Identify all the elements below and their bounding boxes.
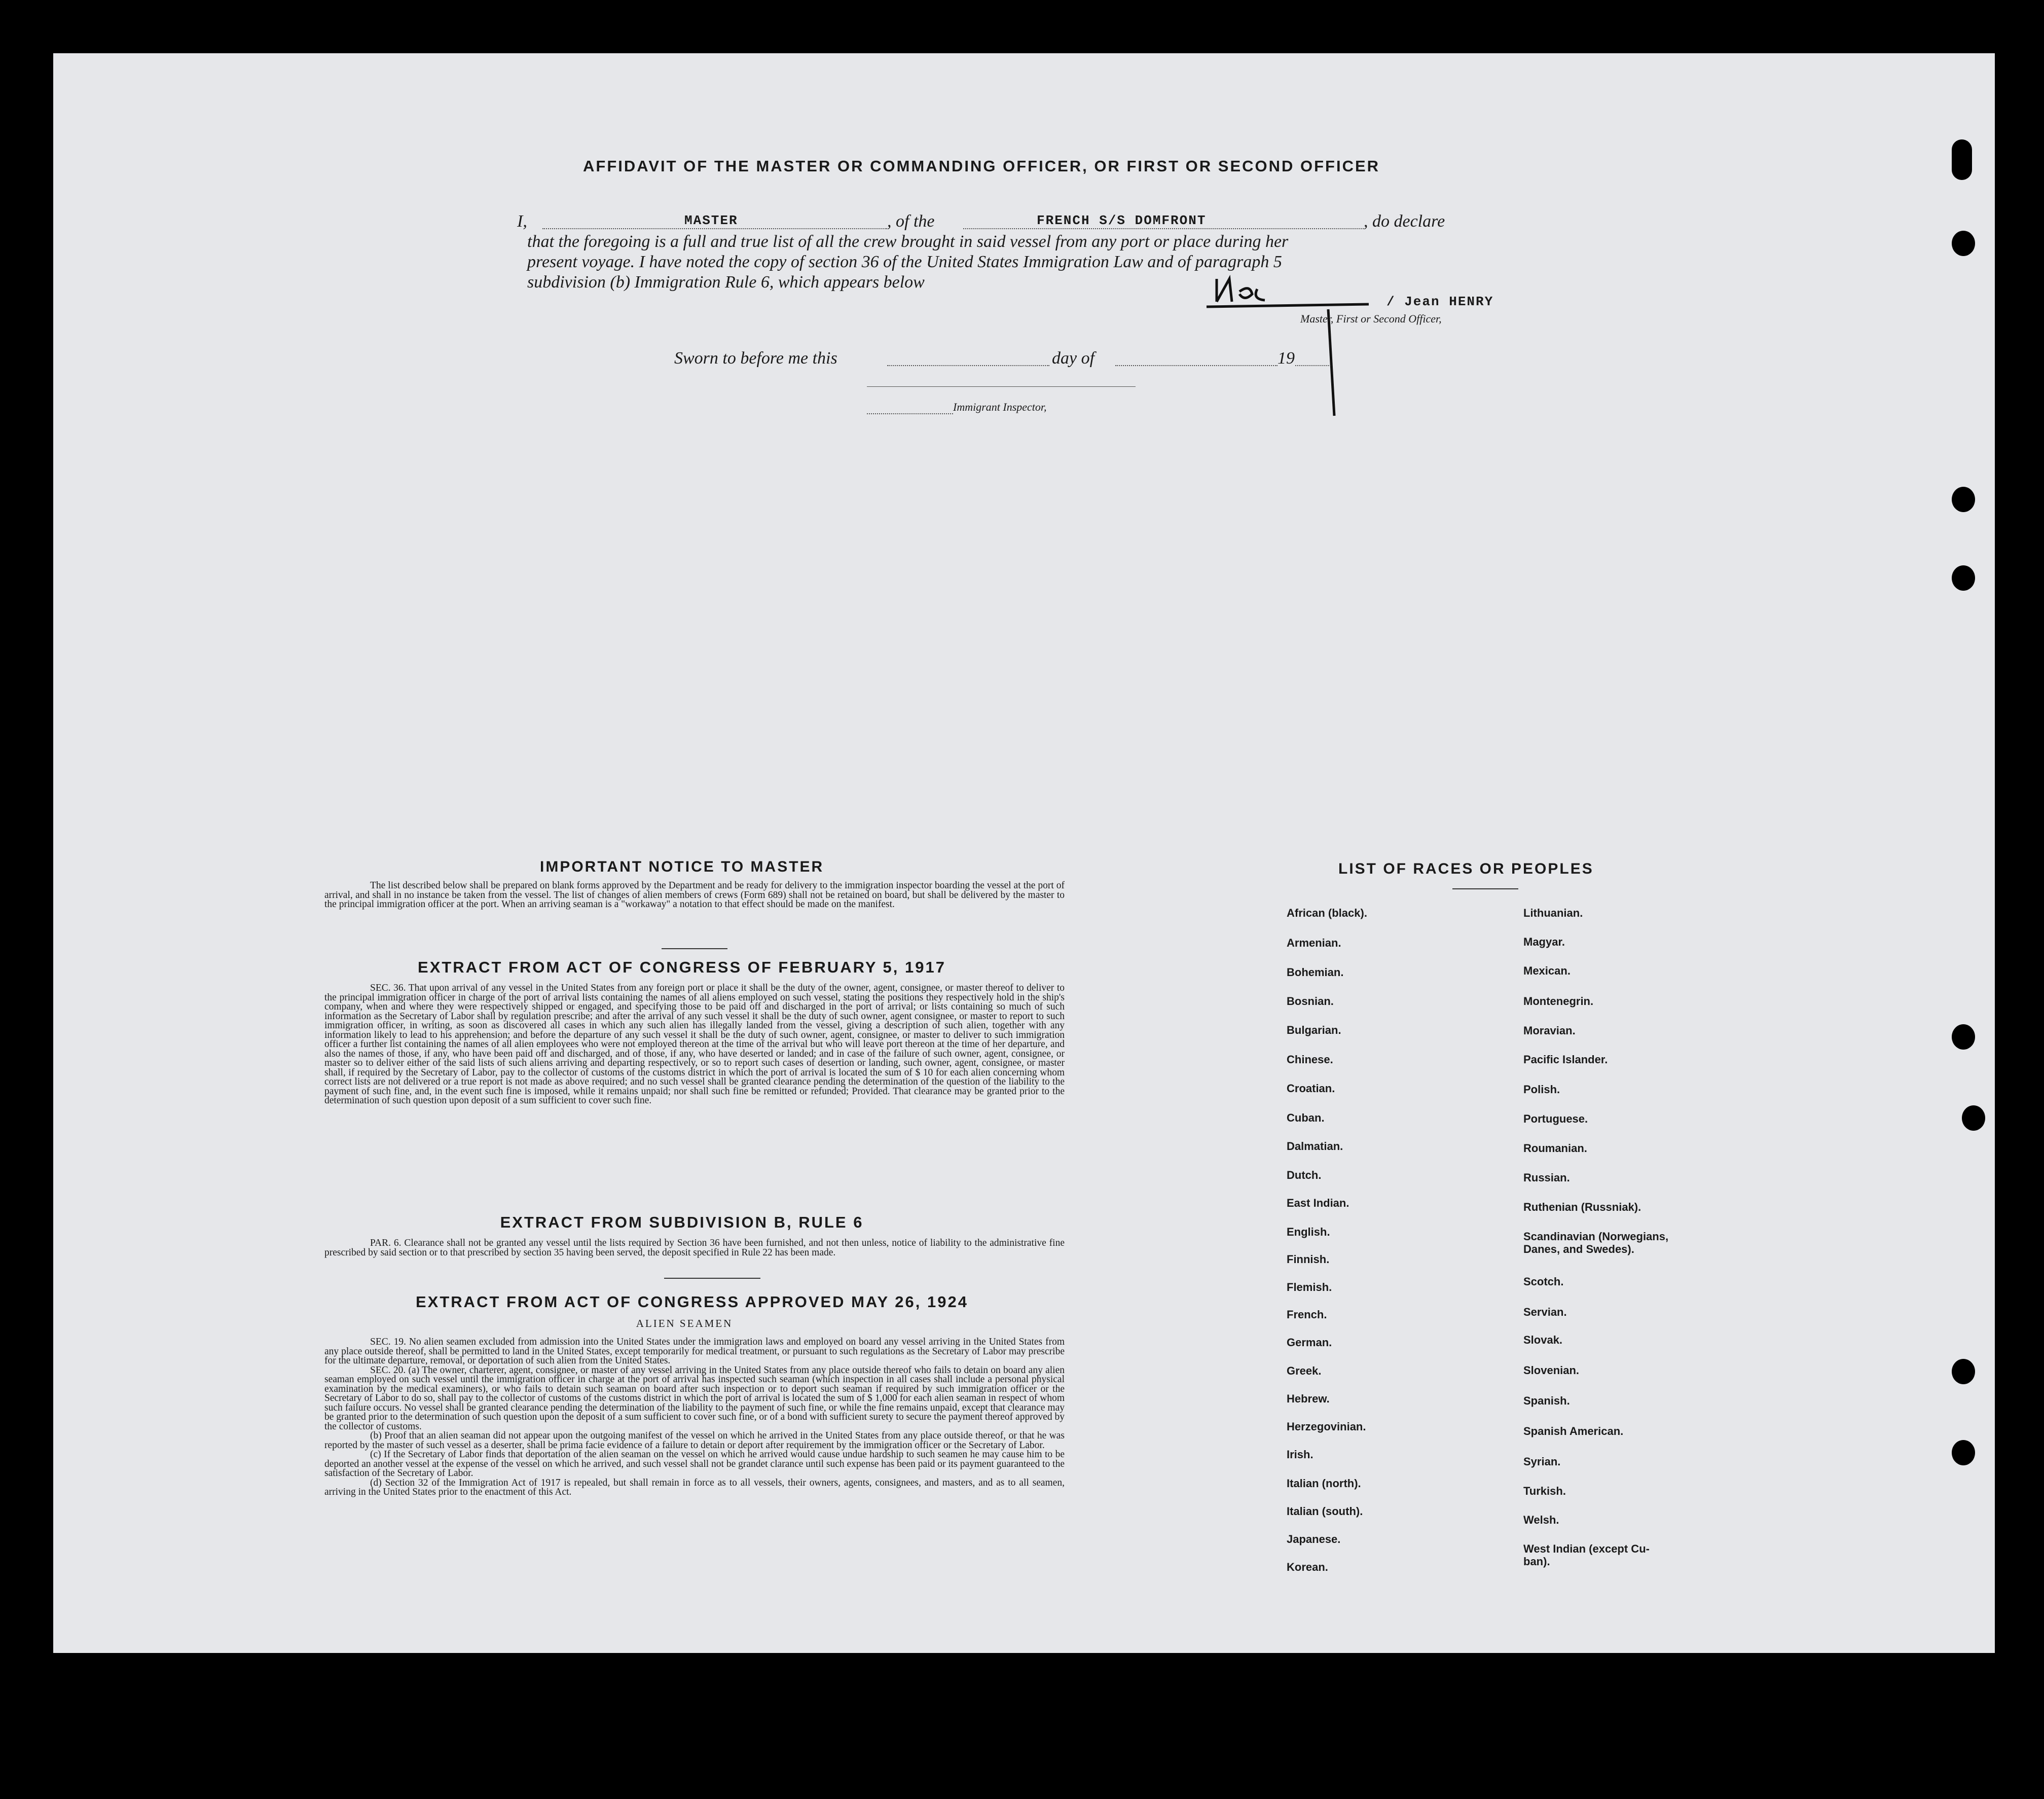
extract3-subtitle: ALIEN SEAMEN <box>636 1317 733 1329</box>
race-item: Spanish American. <box>1523 1425 1624 1437</box>
race-item: Danes, and Swedes). <box>1523 1243 1634 1255</box>
vessel-value: FRENCH S/S DOMFRONT <box>1037 213 1207 228</box>
race-item: Armenian. <box>1287 937 1341 949</box>
sworn-year-line <box>1295 365 1331 366</box>
extract3-sec20a: SEC. 20. (a) The owner, charterer, agent, consignee, or master of any vessel arriving in the United States from any place outside thereof who fails to detain on board any alien seaman employed on such vessel until the immigration officer in charge at the port of arrival has inspected such seaman (which inspection in all cases shall include a personal physical examination by the medical examiners), or who fails to detain such seaman on board after such inspection or to deport such seaman if required by such immigration officer or the Secretary of Labor to do so, shall pay to the collector of customs of the customs district in which the port of arrival is located the sum of $ 1,000 for each alien seaman in respect of whom such failure occurs. No vessel shall be granted clearance pending the determination of the liability to the payment of such fine, or while the fine remains unpaid, except that clearance may be granted prior to the determination of such question upon the deposit of a sum sufficient to cover such fine, or of a bond with sufficient surety to secure the payment thereof approved by the collector of customs. <box>324 1364 1065 1432</box>
race-item: Magyar. <box>1523 936 1565 948</box>
notice-text <box>324 881 1065 910</box>
race-item: Chinese. <box>1287 1053 1333 1066</box>
race-item: Spanish. <box>1523 1394 1570 1407</box>
extract2-text <box>324 1239 1065 1257</box>
race-item: Croatian. <box>1287 1082 1335 1095</box>
divider <box>664 1278 760 1279</box>
race-item: Syrian. <box>1523 1455 1561 1468</box>
race-item: Roumanian. <box>1523 1142 1587 1155</box>
binder-hole <box>1952 1359 1975 1384</box>
race-item: Slovak. <box>1523 1334 1563 1346</box>
race-item: Herzegovinian. <box>1287 1420 1366 1433</box>
race-item: African (black). <box>1287 907 1367 919</box>
race-item: German. <box>1287 1336 1332 1349</box>
sworn-day-line <box>887 365 1049 366</box>
inspector-line <box>867 413 953 414</box>
binder-hole <box>1952 487 1975 512</box>
inspector-label: Immigrant Inspector, <box>953 401 1047 413</box>
race-item: Lithuanian. <box>1523 907 1583 919</box>
race-item: English. <box>1287 1226 1330 1238</box>
signer-role: Master, First or Second Officer, <box>1300 312 1442 325</box>
clip-mark <box>1952 139 1972 180</box>
sworn-label: Sworn to before me this <box>674 349 837 368</box>
affidavit-line4: subdivision (b) Immigration Rule 6, which appears below <box>527 273 925 292</box>
race-item: Servian. <box>1523 1306 1567 1318</box>
race-item: Slovenian. <box>1523 1364 1580 1377</box>
binder-hole <box>1952 565 1975 591</box>
race-item: Turkish. <box>1523 1485 1566 1497</box>
affidavit-title: AFFIDAVIT OF THE MASTER OR COMMANDING OFFICER, OR FIRST OR SECOND OFFICER <box>583 157 1380 175</box>
race-item: Italian (north). <box>1287 1477 1361 1490</box>
binder-hole <box>1962 1105 1985 1131</box>
extract2-title: EXTRACT FROM SUBDIVISION B, RULE 6 <box>500 1213 864 1231</box>
do-declare-label: , do declare <box>1364 212 1445 231</box>
extract1-title: EXTRACT FROM ACT OF CONGRESS OF FEBRUARY 5, 1917 <box>418 958 946 976</box>
affidavit-line2: that the foregoing is a full and true list of all the crew brought in said vessel from any port or place during her <box>527 232 1289 251</box>
race-item: Bulgarian. <box>1287 1024 1341 1036</box>
i-label: I, <box>517 212 527 231</box>
race-item: Polish. <box>1523 1083 1560 1096</box>
extract3-sec20c: (c) If the Secretary of Labor finds that deportation of the alien seaman on the vessel on which he arrived would cause undue hardship to such seamen he may cause him to be deported an another vessel at the expense of the vessel on which he arrived, and such vessel shall not be grandet clarance until such expense has been paid or its payment guaranteed to the satisfaction of the Secretary of Labor. <box>324 1449 1065 1479</box>
inspector-sign-line <box>867 386 1136 387</box>
divider <box>662 948 727 949</box>
race-item: Cuban. <box>1287 1111 1325 1124</box>
extract3-title: EXTRACT FROM ACT OF CONGRESS APPROVED MAY 26, 1924 <box>416 1293 968 1311</box>
signature <box>1201 264 1384 421</box>
sworn-month-line <box>1115 365 1278 366</box>
race-item: Russian. <box>1523 1171 1570 1184</box>
binder-hole <box>1952 1024 1975 1050</box>
notice-paragraph: The list described below shall be prepared on blank forms approved by the Department and be ready for delivery to the immigration inspector boarding the vessel at the port of arrival, and shall in no instance be taken from the vessel. The list of changes of alien members of crews (Form 689) shall not be retained on board, but shall be delivered by the master to the principal immigration officer at the port. When an arriving seaman is a "workaway" a notation to that effect should be made on the manifest. <box>324 880 1065 910</box>
binder-hole <box>1952 231 1975 256</box>
race-item: French. <box>1287 1308 1327 1321</box>
race-item: Mexican. <box>1523 964 1571 977</box>
race-item: West Indian (except Cu- <box>1523 1542 1650 1555</box>
race-item: Japanese. <box>1287 1533 1341 1545</box>
race-item: Dutch. <box>1287 1169 1322 1181</box>
race-item: Korean. <box>1287 1561 1328 1573</box>
extract2-paragraph: PAR. 6. Clearance shall not be granted any vessel until the lists required by Section 36 have been furnished, and not then unless, notice of liability to the administrative fine prescribed by said section or to that prescribed by section 35 having been served, the deposit specified in Rule 22 has been made. <box>324 1238 1065 1258</box>
binder-hole <box>1952 1440 1975 1465</box>
race-item: Portuguese. <box>1523 1112 1588 1125</box>
master-value: MASTER <box>684 213 738 228</box>
master-line <box>542 228 887 229</box>
race-item: Finnish. <box>1287 1253 1330 1266</box>
day-of-label: day of <box>1052 349 1095 368</box>
race-item: Hebrew. <box>1287 1392 1330 1405</box>
extract3-sec19: SEC. 19. No alien seamen excluded from admission into the United States under the immigration laws and employed on board any vessel arriving in the United States from any place outside thereof, shall be permitted to land in the United States, except temporarily for medical treatment, or pursuant to such regulations as the Secretary of Labor may prescribe for the ultimate departure, removal, or deportation of such alien from the United States. <box>324 1337 1065 1366</box>
race-item: Moravian. <box>1523 1024 1576 1037</box>
vessel-line <box>963 228 1364 229</box>
race-item: Montenegrin. <box>1523 995 1594 1008</box>
extract1-text <box>324 984 1065 1106</box>
race-item: ban). <box>1523 1555 1550 1568</box>
signer-name: / Jean HENRY <box>1386 294 1494 309</box>
race-item: Bosnian. <box>1287 995 1334 1008</box>
affidavit-line3: present voyage. I have noted the copy of section 36 of the United States Immigration Law and of paragraph 5 <box>527 253 1282 271</box>
race-item: Welsh. <box>1523 1514 1559 1526</box>
year-prefix: 19 <box>1278 349 1295 368</box>
extract3-text <box>324 1338 1065 1497</box>
race-item: Flemish. <box>1287 1281 1332 1293</box>
race-item: Scandinavian (Norwegians, <box>1523 1230 1669 1243</box>
race-item: Scotch. <box>1523 1275 1564 1288</box>
races-title: LIST OF RACES OR PEOPLES <box>1338 860 1594 877</box>
extract3-sec20d: (d) Section 32 of the Immigration Act of 1917 is repealed, but shall remain in force as to all vessels, their owners, agents, consignees, and masters, and as to all seamen, arriving in the United States prior to the enactment of this Act. <box>324 1477 1065 1497</box>
of-the-label: , of the <box>887 212 935 231</box>
extract3-sec20b: (b) Proof that an alien seaman did not appear upon the outgoing manifest of the vessel on which he arrived in the United States from any place outside thereof, or that he was reported by the master of such vessel as a deserter, shall be prima facie evidence of a failure to detain or deport after requirement by the immigration officer or the Secretary of Labor. <box>324 1430 1065 1451</box>
race-item: Dalmatian. <box>1287 1140 1343 1153</box>
race-item: East Indian. <box>1287 1197 1349 1209</box>
race-item: Italian (south). <box>1287 1505 1363 1518</box>
race-item: Greek. <box>1287 1364 1322 1377</box>
notice-title: IMPORTANT NOTICE TO MASTER <box>540 858 824 875</box>
extract1-paragraph: SEC. 36. That upon arrival of any vessel in the United States from any foreign port or place it shall be the duty of the owner, agent, consignee, or master thereof to deliver to the principal immigration officer in charge of the port of arrival lists containing the names of all aliens employed on such vessel, stating the positions they respectively hold in the ship's company, when and where they were respectively shipped or engaged, and specifying those to be paid off and discharged in the port of arrival; or lists containing so much of such information as the Secretary of Labor shall by regulation prescribe; and after the arrival of any such vessel it shall be the duty of such owner, agent consignee, or master to report to such immigration officer, in writing, as soon as discovered all cases in which any such alien has illegally landed from the vessel, giving a description of such alien, together with any information likely to lead to his apprehension; and before the departure of any such vessel it shall be the duty of such owner, agent, consignee, or master to deliver to such immigration officer a further list containing the names of all alien employees who were not employed thereon at the time of the arrival but who will leave port thereon at the time of her departure, and also the names of those, if any, who have been paid off and discharged, and of those, if any, who have deserted or landed; and in case of the failure of such owner, agent, consignee, or master so to deliver either of the said lists of such aliens arriving and departing respectively, or so to report such cases of desertion or landing, such owner, agent, consignee, or master shall, if required by the Secretary of Labor, pay to the collector of customs of the customs district in which the port of arrival is located the sum of $ 10 for each alien concerning whom correct lists are not delivered or a true report is not made as above required; and no such vessel shall be granted clearance pending the determination of the question of the liability to the payment of such fine, and, in the event such fine is imposed, while it remains unpaid; nor shall such fine be remitted or refunded; Provided. That clearance may be granted prior to the determination of such question upon deposit of a sum sufficient to cover such fine. <box>324 983 1065 1106</box>
races-underline <box>1452 888 1518 889</box>
race-item: Ruthenian (Russniak). <box>1523 1201 1641 1213</box>
race-item: Irish. <box>1287 1448 1313 1461</box>
race-item: Pacific Islander. <box>1523 1053 1608 1066</box>
race-item: Bohemian. <box>1287 966 1344 979</box>
